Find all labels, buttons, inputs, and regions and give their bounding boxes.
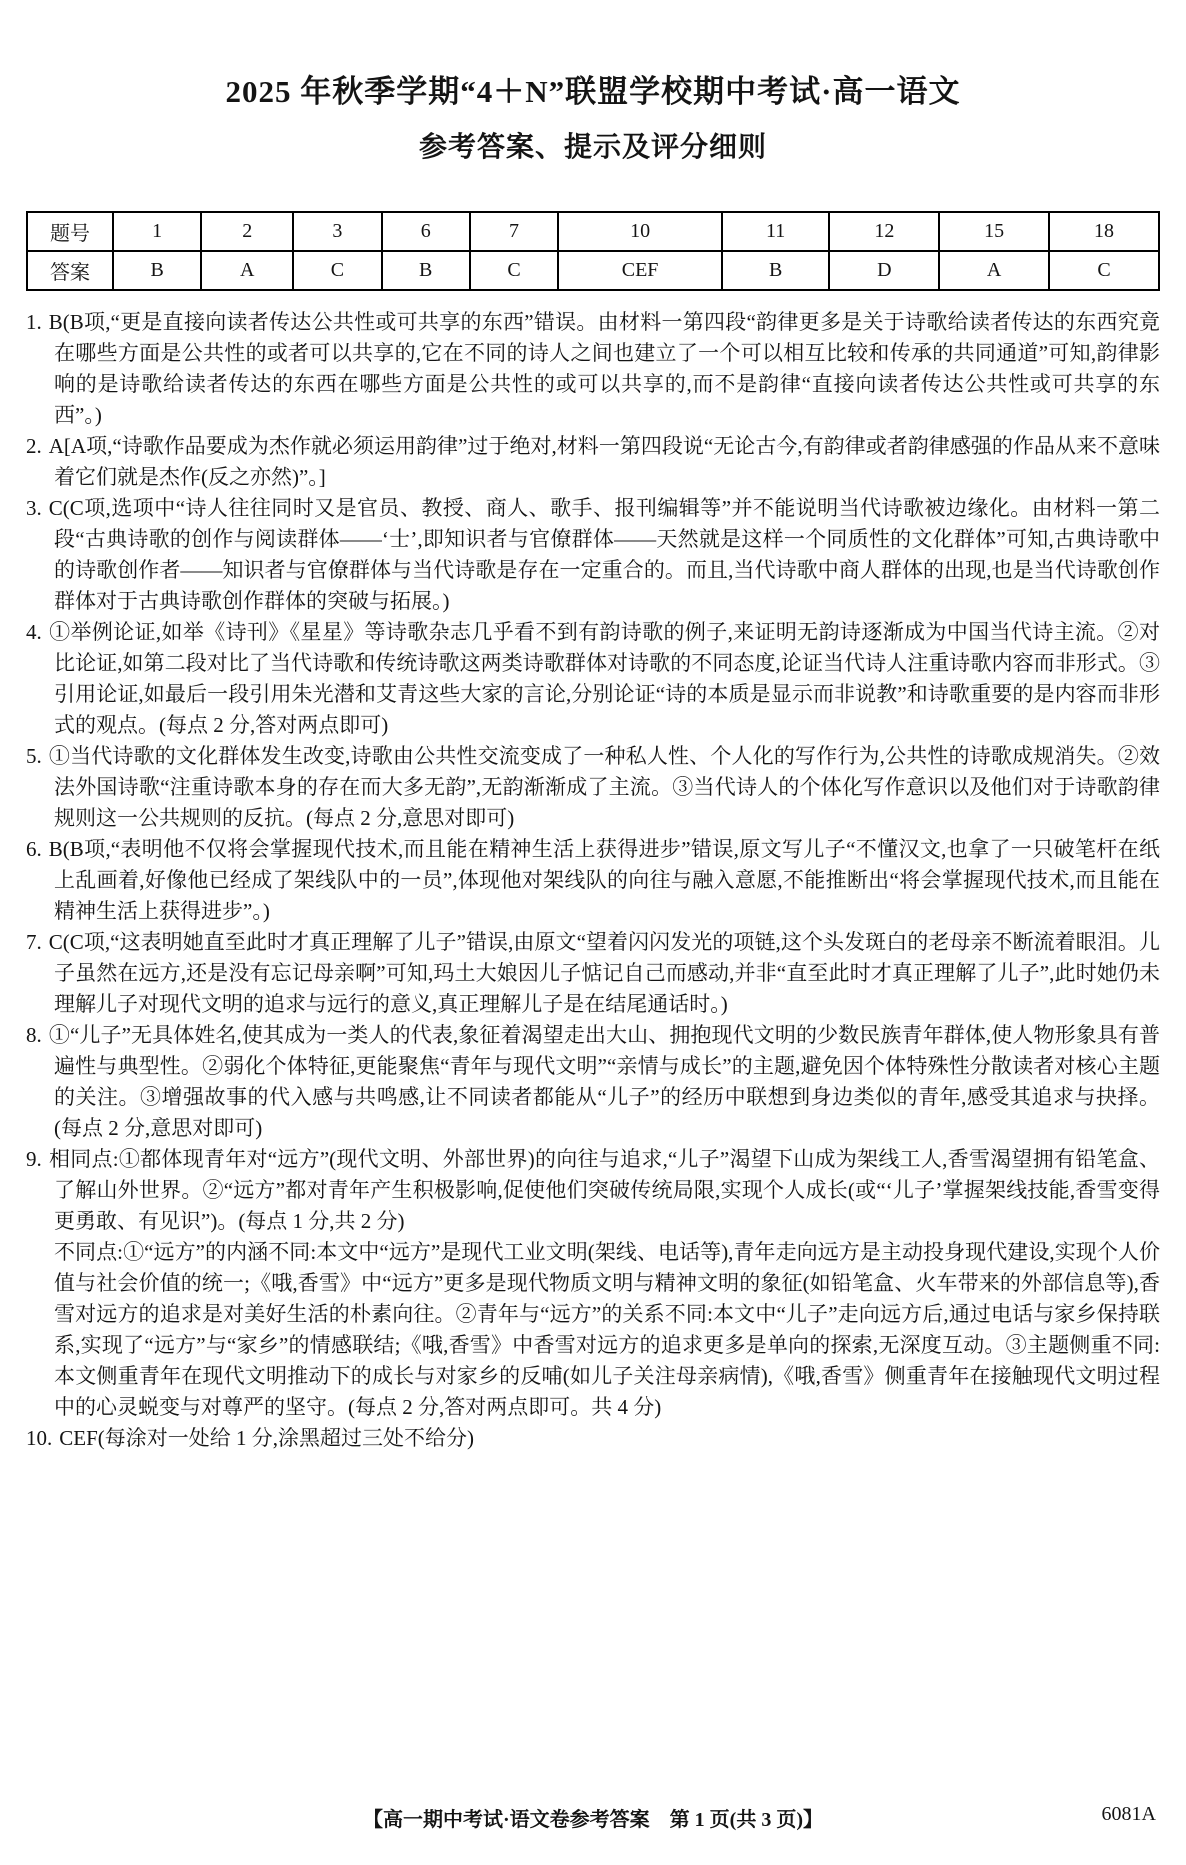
question-number-label: 题号 <box>27 212 113 251</box>
page-subtitle: 参考答案、提示及评分细则 <box>418 132 767 163</box>
page-footer <box>0 1803 1186 1833</box>
paper-code: 6081A <box>1101 1803 1156 1825</box>
answer-label: 答案 <box>27 251 113 290</box>
question-number-cell: 15 <box>939 212 1049 251</box>
answer-cell: A <box>201 251 293 290</box>
item-text: C(C项,“这表明她直至此时才真正理解了儿子”错误,由原文“望着闪闪发光的项链,这个头发斑白的老母亲不断流着眼泪。儿子虽然在远方,还是没有忘记母亲啊”可知,玛土大娘因儿子惦记自己而感动,并非“直至此时才真正理解了儿子”,此时她仍未理解儿子对现代文明的追求与远行的意义,真正理解儿子是在结尾通话时。) <box>48 930 1160 1016</box>
item-number: 3. <box>26 496 42 520</box>
question-number-cell: 12 <box>829 212 939 251</box>
item-number: 9. <box>26 1147 42 1171</box>
item-text: A[A项,“诗歌作品要成为杰作就必须运用韵律”过于绝对,材料一第四段说“无论古今,有韵律或者韵律感强的作品从来不意味着它们就是杰作(反之亦然)”。] <box>48 434 1160 489</box>
question-number-cell: 6 <box>382 212 470 251</box>
item-text: ①“儿子”无具体姓名,使其成为一类人的代表,象征着渴望走出大山、拥抱现代文明的少数民族青年群体,使人物形象具有普遍性与典型性。②弱化个体特征,更能聚焦“青年与现代文明”“亲情与成长”的主题,避免因个体特殊性分散读者对核心主题的关注。③增强故事的代入感与共鸣感,让不同读者都能从“儿子”的经历中联想到身边类似的青年,感受其追求与抉择。(每点 2 分,意思对即可) <box>48 1023 1160 1140</box>
item-number: 8. <box>26 1023 42 1047</box>
item-text: ①举例论证,如举《诗刊》《星星》等诗歌杂志几乎看不到有韵诗歌的例子,来证明无韵诗逐渐成为中国当代诗主流。②对比论证,如第二段对比了当代诗歌和传统诗歌这两类诗歌群体对诗歌的不同态度,论证当代诗人注重诗歌内容而非形式。③引用论证,如最后一段引用朱光潜和艾青这些大家的言论,分别论证“诗的本质是显示而非说教”和诗歌重要的是内容而非形式的观点。(每点 2 分,答对两点即可) <box>48 620 1160 737</box>
item-text: 相同点:①都体现青年对“远方”(现代文明、外部世界)的向往与追求,“儿子”渴望下山成为架线工人,香雪渴望拥有铅笔盒、了解山外世界。②“远方”都对青年产生积极影响,促使他们突破传统局限,实现个人成长(或“‘儿子’掌握架线技能,香雪变得更勇敢、有见识”)。(每点 1 分,共 2 分) <box>48 1147 1160 1233</box>
answer-item <box>26 431 1160 493</box>
answer-cell: C <box>470 251 558 290</box>
item-text: C(C项,选项中“诗人往往同时又是官员、教授、商人、歌手、报刊编辑等”并不能说明当代诗歌被边缘化。由材料一第二段“古典诗歌的创作与阅读群体——‘士’,即知识者与官僚群体——天然就是这样一个同质性的文化群体”可知,古典诗歌中的诗歌创作者——知识者与官僚群体与当代诗歌是存在一定重合的。而且,当代诗歌中商人群体的出现,也是当代诗歌创作群体对于古典诗歌创作群体的突破与拓展。) <box>48 496 1160 613</box>
answer-cell: B <box>113 251 201 290</box>
item-text: B(B项,“表明他不仅将会掌握现代技术,而且能在精神生活上获得进步”错误,原文写儿子“不懂汉文,也拿了一只破笔杆在纸上乱画着,好像他已经成了架线队中的一员”,体现他对架线队的向往与融入意愿,不能推断出“将会掌握现代技术,而且能在精神生活上获得进步”。) <box>48 837 1160 923</box>
item-number: 4. <box>26 620 42 644</box>
question-number-cell: 2 <box>201 212 293 251</box>
question-number-cell: 18 <box>1049 212 1159 251</box>
footer-text: 【高一期中考试·语文卷参考答案 第 1 页(共 3 页)】 <box>363 1809 823 1831</box>
item-text: CEF(每涂对一处给 1 分,涂黑超过三处不给分) <box>59 1426 474 1450</box>
answer-table <box>26 211 1160 291</box>
answer-cell: C <box>293 251 381 290</box>
answer-cell: A <box>939 251 1049 290</box>
answer-item <box>26 834 1160 927</box>
question-number-cell: 7 <box>470 212 558 251</box>
answer-row <box>27 251 1159 290</box>
answer-item <box>26 1423 1160 1454</box>
item-number: 6. <box>26 837 42 861</box>
item-text: 不同点:①“远方”的内涵不同:本文中“远方”是现代工业文明(架线、电话等),青年走向远方是主动投身现代建设,实现个人价值与社会价值的统一;《哦,香雪》中“远方”更多是现代物质文明与精神文明的象征(如铅笔盒、火车带来的外部信息等),香雪对远方的追求是对美好生活的朴素向往。②青年与“远方”的关系不同:本文中“儿子”走向远方后,通过电话与家乡保持联系,实现了“远方”与“家乡”的情感联结;《哦,香雪》中香雪对远方的追求更多是单向的探索,无深度互动。③主题侧重不同:本文侧重青年在现代文明推动下的成长与对家乡的反哺(如儿子关注母亲病情),《哦,香雪》侧重青年在接触现代文明过程中的心灵蜕变与对尊严的坚守。(每点 2 分,答对两点即可。共 4 分) <box>54 1240 1160 1419</box>
item-number: 5. <box>26 744 42 768</box>
answer-cell: B <box>382 251 470 290</box>
item-number: 1. <box>26 310 42 334</box>
question-number-row <box>27 212 1159 251</box>
item-text: B(B项,“更是直接向读者传达公共性或可共享的东西”错误。由材料一第四段“韵律更多是关于诗歌给读者传达的东西究竟在哪些方面是公共性的或者可以共享的,它在不同的诗人之间也建立了一个可以相互比较和传承的共同通道”可知,韵律影响的是诗歌给读者传达的东西在哪些方面是公共性的或可以共享的,而不是韵律“直接向读者传达公共性或可共享的东西”。) <box>48 310 1160 427</box>
item-number: 7. <box>26 930 42 954</box>
question-number-cell: 11 <box>722 212 829 251</box>
question-number-cell: 10 <box>558 212 722 251</box>
answer-cell: CEF <box>558 251 722 290</box>
item-number: 2. <box>26 434 42 458</box>
answer-item <box>26 617 1160 741</box>
item-number: 10. <box>26 1426 53 1450</box>
answer-cell: D <box>829 251 939 290</box>
question-number-cell: 1 <box>113 212 201 251</box>
answer-cell: B <box>722 251 829 290</box>
answer-item <box>26 1020 1160 1144</box>
item-text: ①当代诗歌的文化群体发生改变,诗歌由公共性交流变成了一种私人性、个人化的写作行为,公共性的诗歌成规消失。②效法外国诗歌“注重诗歌本身的存在而大多无韵”,无韵渐渐成了主流。③当代诗人的个体化写作意识以及他们对于诗歌韵律规则这一公共规则的反抗。(每点 2 分,意思对即可) <box>48 744 1160 830</box>
answer-item <box>26 741 1160 834</box>
answer-item <box>26 1144 1160 1237</box>
answer-item <box>26 307 1160 431</box>
answer-item-continuation <box>26 1237 1160 1423</box>
question-number-cell: 3 <box>293 212 381 251</box>
answer-cell: C <box>1049 251 1159 290</box>
answer-item <box>26 493 1160 617</box>
answer-item <box>26 927 1160 1020</box>
page-title: 2025 年秋季学期“4＋N”联盟学校期中考试·高一语文 <box>225 74 961 109</box>
answer-explanations <box>26 307 1160 1454</box>
